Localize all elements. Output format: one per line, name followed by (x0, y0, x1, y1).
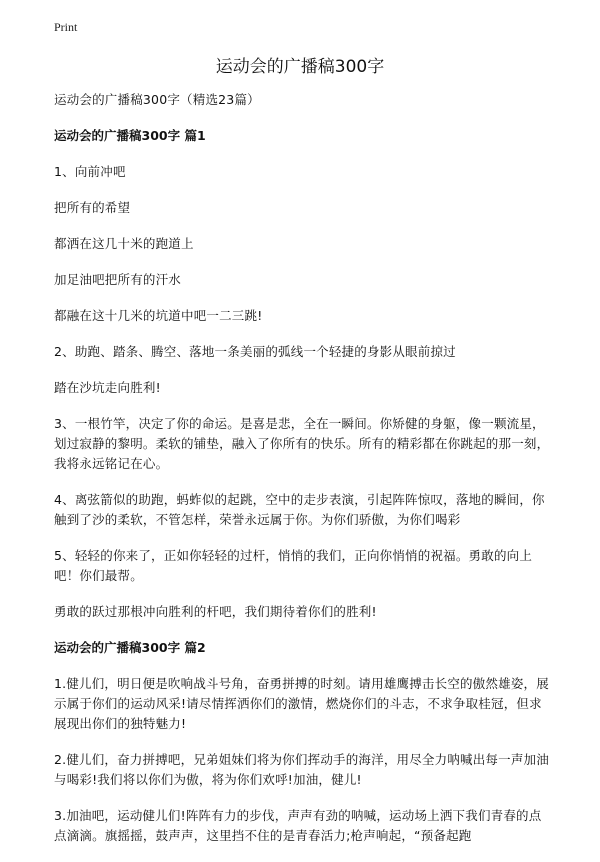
document-body (54, 90, 554, 862)
paragraph: 加足油吧把所有的汗水 (54, 272, 182, 287)
section-2 (54, 638, 554, 846)
paragraph: 都融在这十几米的坑道中吧一二三跳! (54, 308, 263, 323)
paragraph: 1.健儿们，明日便是吹响战斗号角，奋勇拼搏的时刻。请用雄鹰搏击长空的傲然雄姿，展示属于你们的运动风采!请尽情挥洒你们的激情，燃烧你们的斗志，不求争取桂冠，但求展现出你们的独特魅力! (54, 676, 549, 731)
print-label[interactable]: Print (54, 20, 78, 34)
paragraph: 2、助跑、踏条、腾空、落地一条美丽的弧线一个轻捷的身影从眼前掠过 (54, 344, 456, 359)
paragraph: 勇敢的跃过那根冲向胜利的杆吧，我们期待着你们的胜利! (54, 604, 377, 619)
paragraph: 3、一根竹竿，决定了你的命运。是喜是悲，全在一瞬间。你矫健的身躯，像一颗流星，划过寂静的黎明。柔软的铺垫，融入了你所有的快乐。所有的精彩都在你跳起的那一刻，我将永远铭记在心。 (54, 416, 550, 471)
document-subtitle: 运动会的广播稿300字（精选23篇） (54, 92, 260, 107)
paragraph: 5、轻轻的你来了，正如你轻轻的过杆，悄悄的我们，正向你悄悄的祝福。勇敢的向上吧！你们最帮。 (54, 548, 533, 583)
paragraph: 3.加油吧，运动健儿们!阵阵有力的步伐，声声有劲的呐喊，运动场上洒下我们青春的点点滴滴。旗摇摇，鼓声声，这里挡不住的是青春活力;枪声响起，“预备起跑 (54, 808, 542, 843)
paragraph: 踏在沙坑走向胜利! (54, 380, 161, 395)
paragraph: 把所有的希望 (54, 200, 131, 215)
section-1 (54, 126, 554, 622)
paragraph: 都洒在这几十米的跑道上 (54, 236, 194, 251)
section-heading: 运动会的广播稿300字 篇2 (54, 640, 206, 655)
paragraph: 1、向前冲吧 (54, 164, 126, 179)
section-heading: 运动会的广播稿300字 篇1 (54, 128, 206, 143)
paragraph: 4、离弦箭似的助跑，蚂蚱似的起跳，空中的走步表演，引起阵阵惊叹，落地的瞬间，你触到了沙的柔软，不管怎样，荣誉永远属于你。为你们骄傲，为你们喝彩 (54, 492, 545, 527)
document-title: 运动会的广播稿300字 (215, 57, 385, 77)
paragraph: 2.健儿们，奋力拼搏吧，兄弟姐妹们将为你们挥动手的海洋，用尽全力呐喊出每一声加油与喝彩!我们将以你们为傲，将为你们欢呼!加油，健儿! (54, 752, 549, 787)
